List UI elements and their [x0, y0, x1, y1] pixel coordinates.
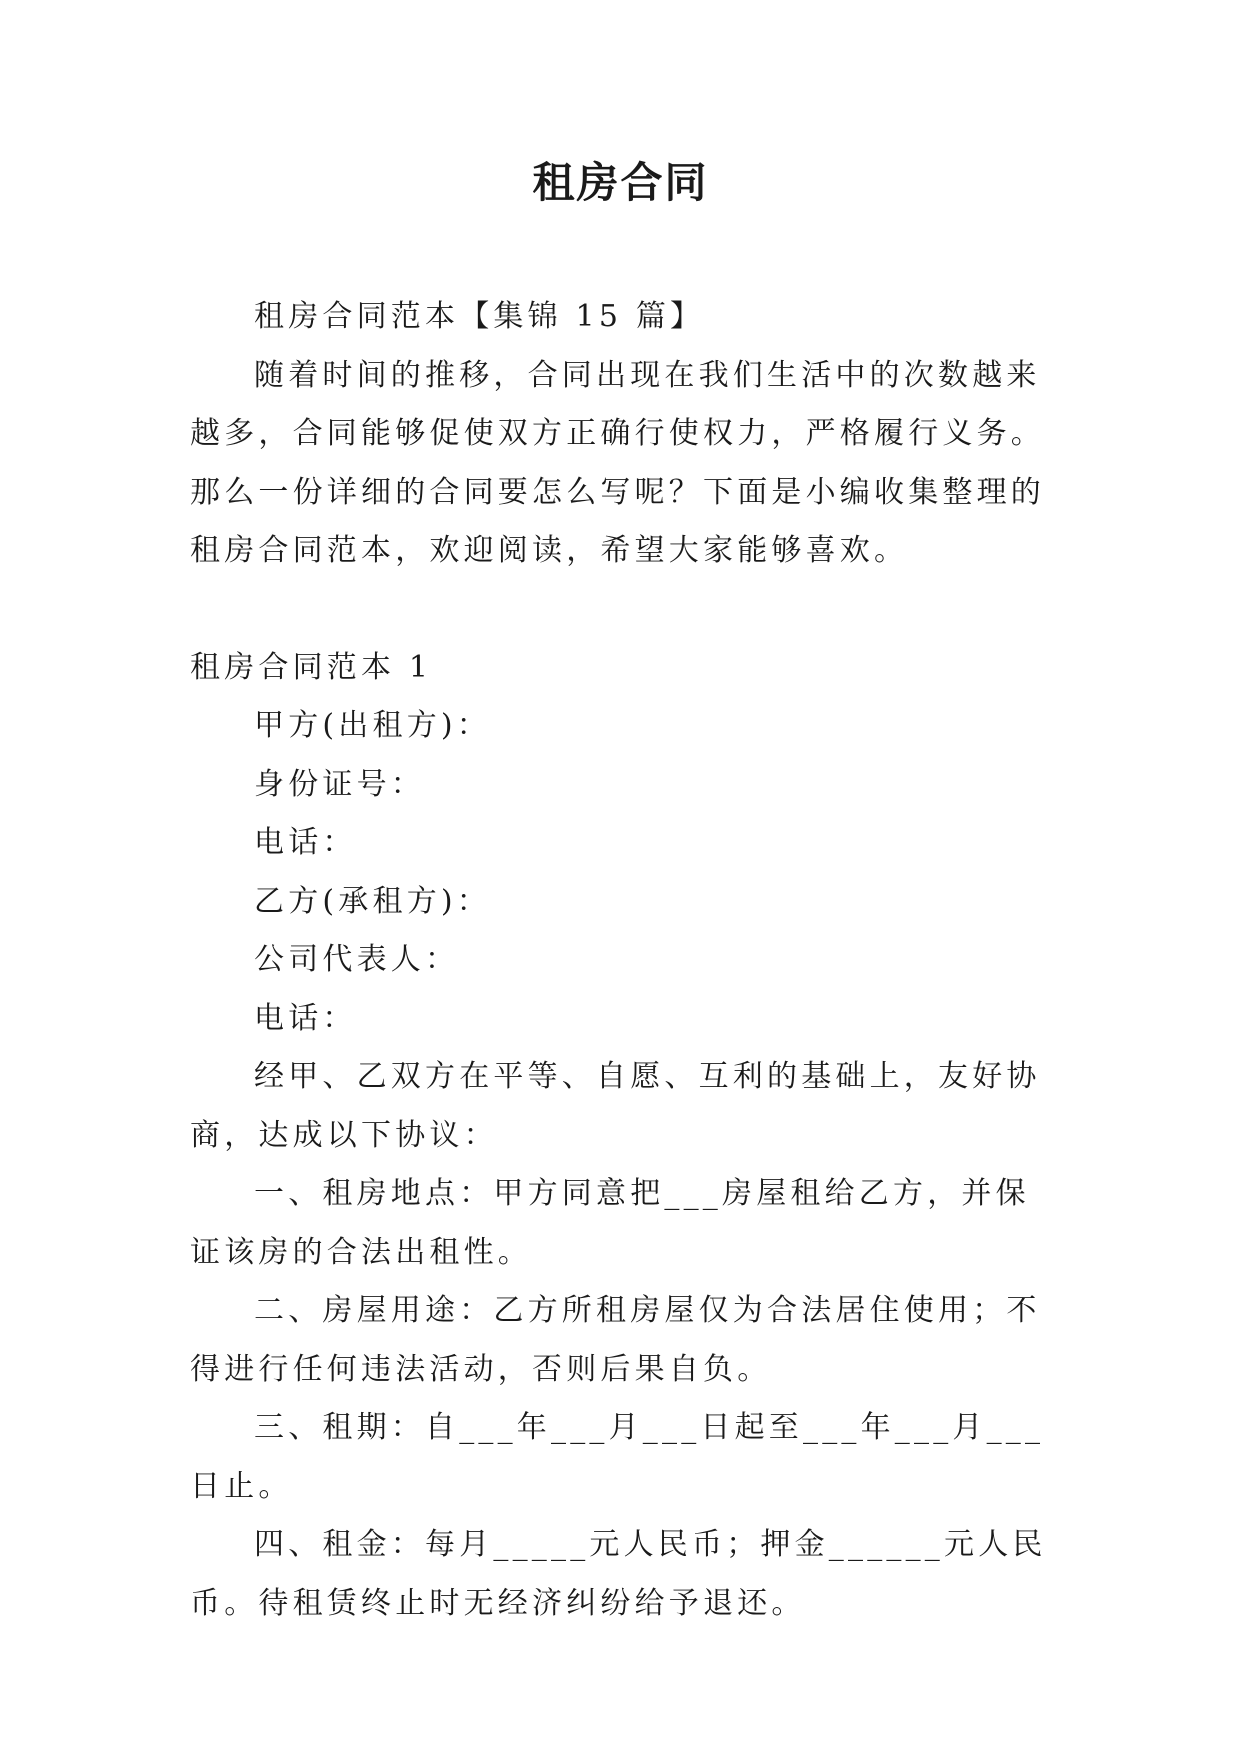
company-rep-line: 公司代表人：	[254, 942, 460, 977]
clause-location: 一、租房地点：甲方同意把___房屋租给乙方，并保证该房的合法出租性。	[190, 1176, 1030, 1270]
id-number-line: 身份证号：	[254, 766, 425, 802]
section-heading: 租房合同范本 1	[190, 649, 433, 685]
phone-a-line: 电话：	[254, 825, 357, 860]
intro-paragraph: 随着时间的推移，合同出现在我们生活中的次数越来越多，合同能够促使双方正确行使权力，严格履行义务。那么一份详细的合同要怎么写呢？下面是小编收集整理的租房合同范本，欢迎阅读，希望大家能够喜欢。	[190, 357, 1045, 568]
agreement-intro-paragraph: 经甲、乙双方在平等、自愿、互利的基础上，友好协商，达成以下协议：	[190, 1059, 1041, 1153]
subtitle: 租房合同范本【集锦 15 篇】	[254, 299, 705, 334]
clause-term: 三、租期：自___年___月___日起至___年___月___日止。	[190, 1410, 1045, 1504]
party-a-line: 甲方(出租方)：	[254, 708, 492, 743]
document-body	[190, 288, 1052, 1633]
clause-rent: 四、租金：每月_____元人民币；押金______元人民币。待租赁终止时无经济纠纷给予退还。	[190, 1527, 1047, 1621]
party-b-line: 乙方(承租方)：	[254, 883, 492, 919]
document-title: 租房合同	[532, 158, 709, 207]
clause-usage: 二、房屋用途：乙方所租房屋仅为合法居住使用；不得进行任何违法活动，否则后果自负。	[190, 1293, 1041, 1387]
spacer	[190, 581, 1052, 639]
phone-b-line: 电话：	[254, 1000, 357, 1036]
